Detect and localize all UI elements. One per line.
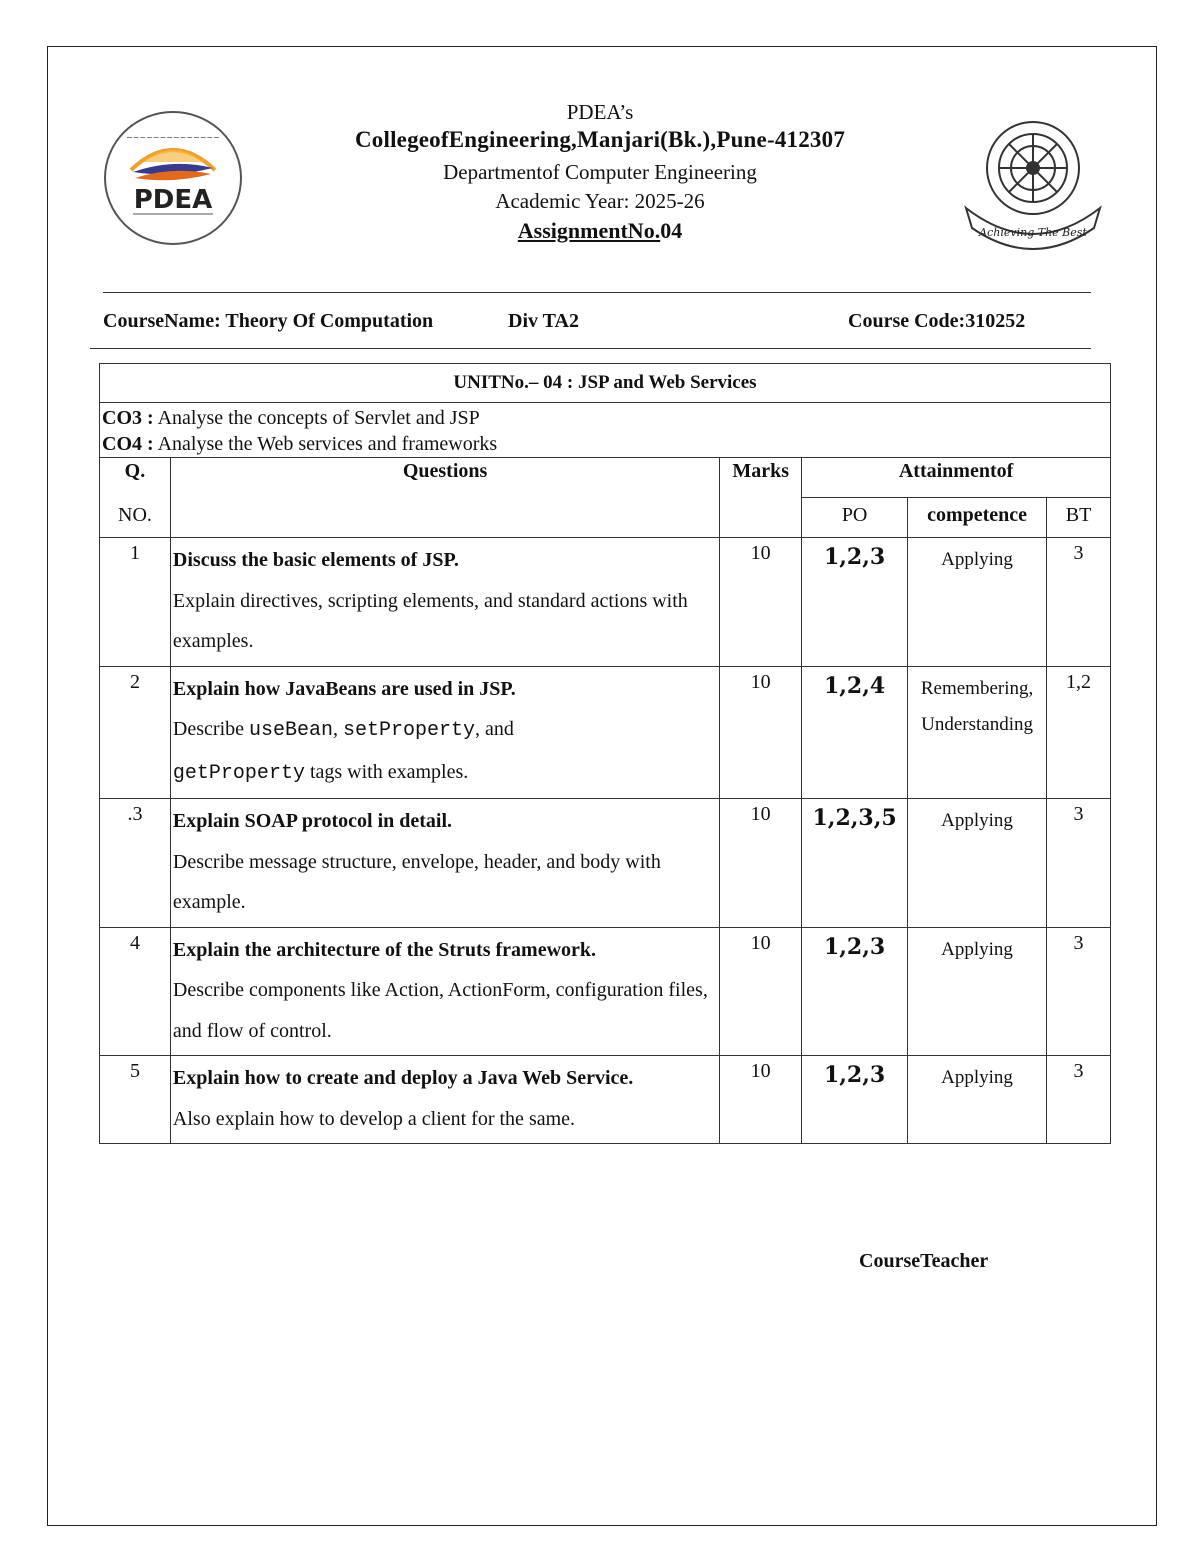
q-bt: 3 <box>1047 927 1111 1056</box>
q-number: 4 <box>100 927 171 1056</box>
svg-text:Achieving The Best: Achieving The Best <box>979 226 1087 239</box>
code-getproperty: getProperty <box>172 761 305 785</box>
academic-year: Academic Year: 2025-26 <box>495 189 705 213</box>
q-competence: Applying <box>908 538 1047 667</box>
q-detail-post: tags with examples. <box>304 760 469 783</box>
assignment-number <box>0 218 1200 244</box>
q-number: 2 <box>100 666 171 799</box>
q-bt: 3 <box>1047 1056 1111 1144</box>
q-title: Discuss the basic elements of JSP. <box>172 549 459 571</box>
course-outcomes <box>100 403 1111 458</box>
header-po: PO <box>802 498 908 538</box>
table-row <box>100 799 1111 928</box>
q-po: 1,2,3 <box>802 538 908 667</box>
header-divider <box>103 292 1091 293</box>
table-row <box>100 666 1111 799</box>
q-marks: 10 <box>720 927 802 1056</box>
q-number: 1 <box>100 538 171 667</box>
assignment-value: 04 <box>660 218 683 243</box>
header-qno-2: NO. <box>100 498 171 538</box>
q-text <box>170 799 719 928</box>
q-marks: 10 <box>720 1056 802 1144</box>
unit-title: UNITNo.– 04 : JSP and Web Services <box>100 364 1111 403</box>
code-setproperty: setProperty <box>343 719 476 742</box>
q-title: Explain how JavaBeans are used in JSP. <box>172 677 516 700</box>
q-competence: Applying <box>908 1056 1047 1144</box>
code-usebean: useBean <box>249 719 334 742</box>
co4-text: Analyse the Web services and frameworks <box>153 433 498 455</box>
q-po: 1,2,3 <box>802 1056 908 1144</box>
course-div: Div TA2 <box>508 310 579 332</box>
q-bt: 1,2 <box>1047 666 1111 799</box>
table-row <box>100 538 1111 667</box>
co3-label: CO3 : <box>102 407 154 429</box>
q-text <box>170 666 719 799</box>
course-name: CourseName: Theory Of Computation <box>103 310 434 332</box>
q-number: 5 <box>100 1056 171 1144</box>
q-po: 1,2,3 <box>802 927 908 1056</box>
q-title: Explain the architecture of the Struts framework. <box>172 938 597 961</box>
q-bt: 3 <box>1047 538 1111 667</box>
q-detail: Describe message structure, envelope, header, and body with example. <box>172 850 661 913</box>
header-questions-blank <box>170 498 719 538</box>
q-marks: 10 <box>720 799 802 928</box>
header-marks-blank <box>720 498 802 538</box>
svg-text:~~~~~~~~~~~~~~: ~~~~~~~~~~~~~~ <box>126 133 220 142</box>
q-bt: 3 <box>1047 799 1111 928</box>
department-name: Departmentof Computer Engineering <box>443 160 757 184</box>
q-detail: Explain directives, scripting elements, and standard actions with examples. <box>172 589 688 652</box>
table-row <box>100 927 1111 1056</box>
q-competence <box>908 666 1047 799</box>
header-questions: Questions <box>170 458 719 498</box>
q-competence: Applying <box>908 927 1047 1056</box>
q-competence-2: Understanding <box>921 713 1033 735</box>
q-title: Explain how to create and deploy a Java Web Service. <box>172 1067 634 1089</box>
q-competence-1: Remembering, <box>920 677 1034 699</box>
q-text <box>170 538 719 667</box>
q-text <box>170 1056 719 1144</box>
q-po: 1,2,4 <box>802 666 908 799</box>
header-marks: Marks <box>720 458 802 498</box>
q-detail: Describe components like Action, ActionForm, configuration files, and flow of control. <box>172 979 708 1042</box>
q-number: .3 <box>100 799 171 928</box>
svg-text:PDEA: PDEA <box>133 185 213 215</box>
header-bt: BT <box>1047 498 1111 538</box>
q-marks: 10 <box>720 538 802 667</box>
college-name: CollegeofEngineering,Manjari(Bk.),Pune-412307 <box>354 127 846 152</box>
q-detail-pre: Describe <box>172 718 249 740</box>
q-sep2: , and <box>475 718 514 740</box>
q-detail: Also explain how to develop a client for the same. <box>172 1107 576 1130</box>
q-competence: Applying <box>908 799 1047 928</box>
org-name: PDEA’s <box>566 100 634 124</box>
co3-text: Analyse the concepts of Servlet and JSP <box>153 407 480 429</box>
questions-table <box>99 363 1111 1144</box>
q-po: 1,2,3,5 <box>802 799 908 928</box>
co4-label: CO4 : <box>102 433 154 455</box>
assignment-label: AssignmentNo. <box>517 218 661 243</box>
q-marks: 10 <box>720 666 802 799</box>
q-title: Explain SOAP protocol in detail. <box>172 810 453 832</box>
course-teacher-signature-label: CourseTeacher <box>859 1250 989 1272</box>
q-sep1: , <box>333 718 344 740</box>
table-row <box>100 1056 1111 1144</box>
course-divider <box>90 348 1091 349</box>
q-text <box>170 927 719 1056</box>
header-attainment: Attainmentof <box>802 458 1111 498</box>
header-competence: competence <box>908 498 1047 538</box>
course-code: Course Code:310252 <box>848 310 1026 332</box>
header-qno-1: Q. <box>100 458 171 498</box>
